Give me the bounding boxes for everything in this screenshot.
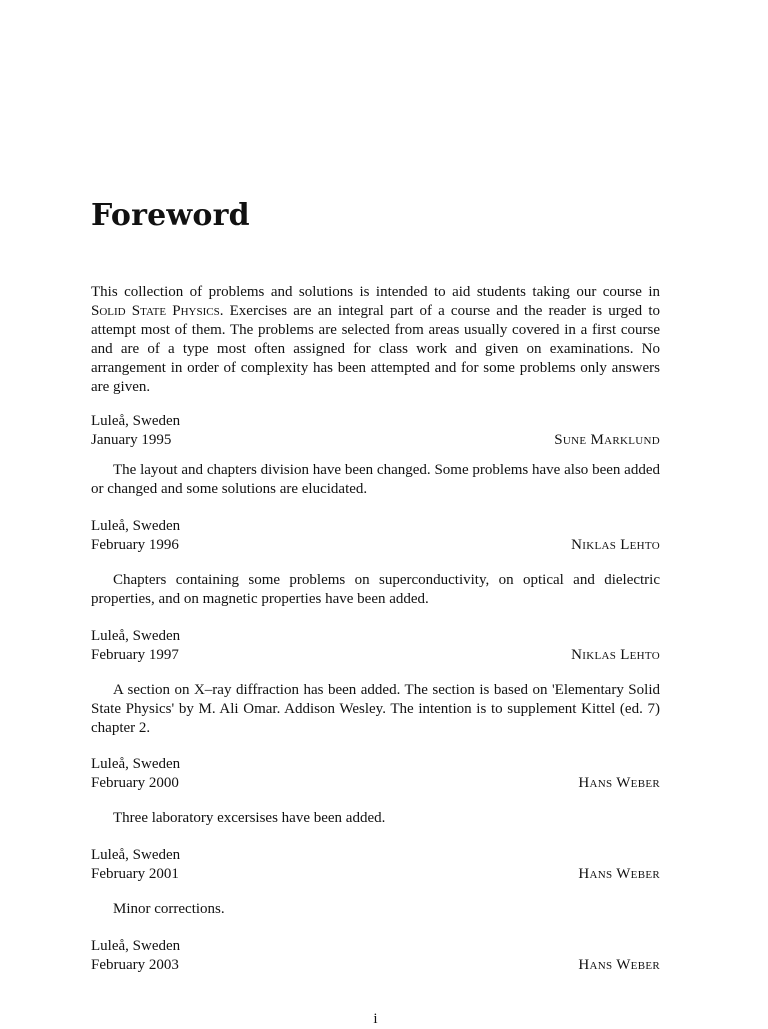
- revision-note: The layout and chapters division have been changed. Some problems have also been added or changed and some solutions are elucidated.: [91, 462, 660, 497]
- intro-paragraph: [91, 283, 660, 397]
- signature-row: [91, 431, 660, 450]
- signature-author: Sune Marklund: [554, 432, 660, 448]
- signature-block: [91, 517, 660, 555]
- signature-row: [91, 956, 660, 975]
- intro-text-end: . Exercises are an integral part of a course and the reader is urged to attempt most of them. The problems are selected from areas usually covered in a first course and are of a type most often assigned for class work and given on examinations. No arrangement in order of complexity has been attempted and for some problems only answers are given.: [91, 303, 660, 395]
- signature-date: February 2001: [91, 866, 179, 882]
- signature-place: Luleå, Sweden: [91, 628, 181, 644]
- signature-block: [91, 846, 660, 884]
- signature-place: Luleå, Sweden: [91, 938, 181, 954]
- signature-block: [91, 412, 660, 450]
- revision-note: Chapters containing some problems on superconductivity, on optical and dielectric properties, and on magnetic properties have been added.: [91, 572, 660, 607]
- revision-note: Minor corrections.: [113, 901, 225, 917]
- intro-text-start: This collection of problems and solutions is intended to aid students taking our course in: [91, 284, 660, 300]
- signature-block: [91, 937, 660, 975]
- document-page: [91, 0, 660, 1027]
- signature-place: Luleå, Sweden: [91, 756, 181, 772]
- revision-note: A section on X–ray diffraction has been added. The section is based on 'Elementary Solid State Physics' by M. Ali Omar. Addison Wesley. The intention is to supplement Kittel (ed. 7) chapter 2.: [91, 682, 660, 736]
- signature-date: February 1996: [91, 537, 179, 553]
- signature-date: February 1997: [91, 647, 179, 663]
- signature-row: [91, 865, 660, 884]
- page-title: Foreword: [91, 198, 250, 233]
- signature-date: January 1995: [91, 432, 172, 448]
- signature-row: [91, 774, 660, 793]
- signature-author: Hans Weber: [578, 775, 660, 791]
- signature-row: [91, 646, 660, 665]
- signature-date: February 2003: [91, 957, 179, 973]
- signature-block: [91, 627, 660, 665]
- signature-row: [91, 536, 660, 555]
- page-number: i: [373, 1011, 378, 1027]
- signature-place: Luleå, Sweden: [91, 847, 181, 863]
- signature-author: Hans Weber: [578, 866, 660, 882]
- signature-place: Luleå, Sweden: [91, 413, 181, 429]
- revision-note: Three laboratory excersises have been added.: [113, 810, 386, 826]
- signature-place: Luleå, Sweden: [91, 518, 181, 534]
- course-name: Solid State Physics: [91, 303, 220, 319]
- signature-block: [91, 755, 660, 793]
- signature-author: Hans Weber: [578, 957, 660, 973]
- signature-author: Niklas Lehto: [571, 647, 660, 663]
- signature-date: February 2000: [91, 775, 179, 791]
- signature-author: Niklas Lehto: [571, 537, 660, 553]
